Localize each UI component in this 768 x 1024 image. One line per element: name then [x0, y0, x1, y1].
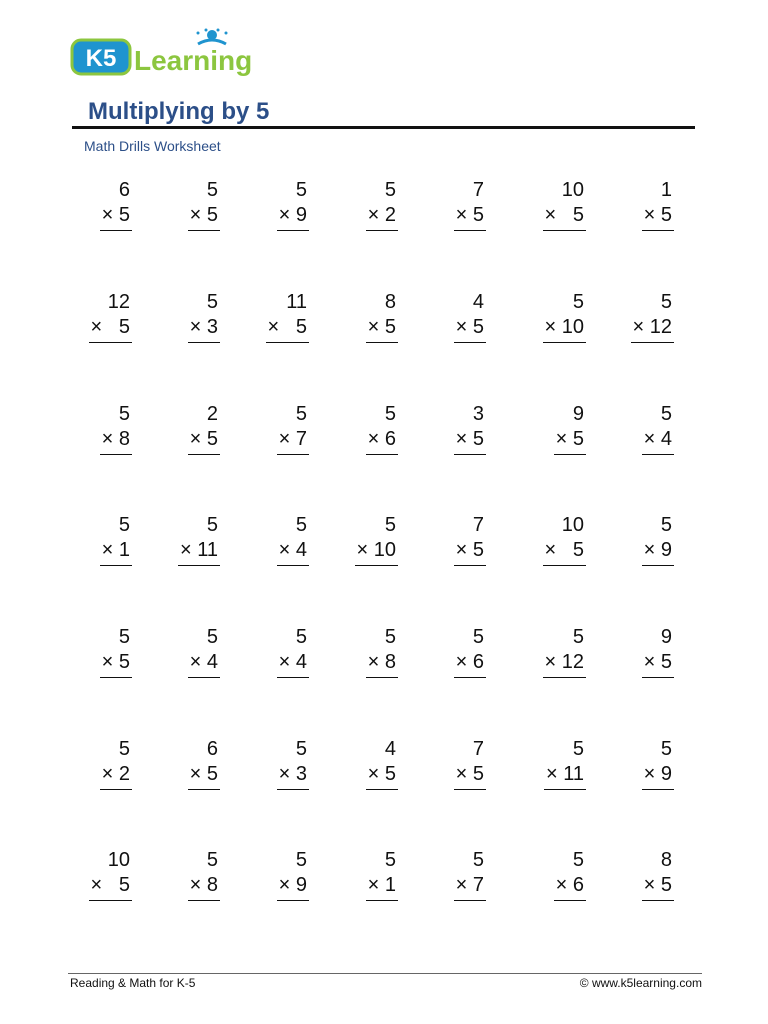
- multiplier: × 3: [278, 763, 307, 785]
- svg-text:K5: K5: [85, 45, 117, 72]
- multiplicand: 5: [384, 849, 396, 871]
- multiplier: × 12: [544, 651, 584, 673]
- answer-line: [277, 900, 309, 901]
- multiplier: × 5: [189, 204, 218, 226]
- answer-line: [543, 677, 586, 678]
- answer-line: [355, 565, 398, 566]
- multiplicand: 5: [118, 738, 130, 760]
- answer-line: [642, 565, 674, 566]
- multiplier: × 12: [632, 316, 672, 338]
- multiplier: × 4: [278, 651, 307, 673]
- answer-line: [642, 789, 674, 790]
- multiplicand: 7: [472, 738, 484, 760]
- multiplicand: 10: [561, 514, 584, 536]
- multiplicand: 12: [107, 291, 130, 313]
- k5-learning-logo[interactable]: [70, 28, 270, 80]
- multiplicand: 2: [206, 403, 218, 425]
- multiplier: × 4: [643, 428, 672, 450]
- footer-copyright-link[interactable]: © www.k5learning.com: [579, 976, 702, 990]
- multiplicand: 5: [472, 849, 484, 871]
- multiplicand: 1: [660, 179, 672, 201]
- multiplicand: 5: [118, 403, 130, 425]
- multiplicand: 5: [118, 514, 130, 536]
- multiplier: × 2: [101, 763, 130, 785]
- multiplicand: 5: [384, 514, 396, 536]
- multiplier: × 5: [101, 204, 130, 226]
- worksheet-subtitle: Math Drills Worksheet: [84, 138, 221, 154]
- multiplier: × 11: [180, 539, 218, 561]
- multiplicand: 7: [472, 179, 484, 201]
- multiplicand: 5: [206, 291, 218, 313]
- multiplicand: 11: [286, 291, 307, 313]
- answer-line: [277, 789, 309, 790]
- answer-line: [543, 230, 586, 231]
- multiplicand: 5: [472, 626, 484, 648]
- multiplicand: 5: [295, 849, 307, 871]
- answer-line: [454, 230, 486, 231]
- answer-line: [631, 342, 674, 343]
- multiplier: × 5: [544, 539, 584, 561]
- answer-line: [188, 342, 220, 343]
- multiplicand: 5: [206, 514, 218, 536]
- multiplicand: 5: [206, 179, 218, 201]
- multiplier: × 5: [101, 651, 130, 673]
- answer-line: [188, 454, 220, 455]
- answer-line: [642, 677, 674, 678]
- multiplier: × 8: [367, 651, 396, 673]
- multiplier: × 6: [555, 874, 584, 896]
- multiplier: × 1: [101, 539, 130, 561]
- page-title: Multiplying by 5: [88, 98, 270, 125]
- multiplier: × 9: [643, 539, 672, 561]
- answer-line: [188, 230, 220, 231]
- multiplier: × 8: [101, 428, 130, 450]
- multiplier: × 4: [278, 539, 307, 561]
- multiplier: × 8: [189, 874, 218, 896]
- multiplier: × 5: [643, 874, 672, 896]
- multiplicand: 10: [561, 179, 584, 201]
- multiplier: × 5: [455, 428, 484, 450]
- multiplicand: 5: [295, 179, 307, 201]
- multiplicand: 5: [295, 514, 307, 536]
- answer-line: [89, 900, 132, 901]
- multiplicand: 4: [472, 291, 484, 313]
- answer-line: [554, 454, 586, 455]
- multiplier: × 9: [643, 763, 672, 785]
- multiplicand: 5: [118, 626, 130, 648]
- answer-line: [454, 342, 486, 343]
- answer-line: [543, 565, 586, 566]
- answer-line: [188, 900, 220, 901]
- answer-line: [178, 565, 220, 566]
- multiplier: × 11: [546, 763, 584, 785]
- answer-line: [100, 565, 132, 566]
- multiplier: × 5: [643, 204, 672, 226]
- multiplier: × 6: [455, 651, 484, 673]
- answer-line: [100, 230, 132, 231]
- answer-line: [642, 454, 674, 455]
- answer-line: [100, 789, 132, 790]
- multiplier: × 7: [455, 874, 484, 896]
- answer-line: [366, 230, 398, 231]
- multiplicand: 5: [384, 626, 396, 648]
- multiplicand: 5: [572, 626, 584, 648]
- multiplier: × 5: [90, 316, 130, 338]
- multiplicand: 5: [206, 849, 218, 871]
- multiplicand: 5: [660, 738, 672, 760]
- multiplier: × 1: [367, 874, 396, 896]
- multiplicand: 5: [572, 291, 584, 313]
- multiplicand: 4: [384, 738, 396, 760]
- multiplier: × 5: [90, 874, 130, 896]
- multiplier: × 5: [367, 316, 396, 338]
- multiplier: × 5: [643, 651, 672, 673]
- answer-line: [366, 342, 398, 343]
- answer-line: [554, 900, 586, 901]
- answer-line: [277, 677, 309, 678]
- multiplicand: 6: [118, 179, 130, 201]
- multiplicand: 5: [295, 403, 307, 425]
- multiplicand: 5: [572, 738, 584, 760]
- answer-line: [366, 677, 398, 678]
- multiplier: × 7: [278, 428, 307, 450]
- multiplier: × 9: [278, 874, 307, 896]
- multiplicand: 8: [660, 849, 672, 871]
- multiplicand: 8: [384, 291, 396, 313]
- answer-line: [454, 900, 486, 901]
- multiplier: × 10: [356, 539, 396, 561]
- multiplier: × 9: [278, 204, 307, 226]
- answer-line: [188, 789, 220, 790]
- multiplicand: 7: [472, 514, 484, 536]
- answer-line: [642, 230, 674, 231]
- multiplicand: 3: [472, 403, 484, 425]
- multiplier: × 5: [455, 204, 484, 226]
- answer-line: [642, 900, 674, 901]
- multiplicand: 5: [295, 738, 307, 760]
- answer-line: [188, 677, 220, 678]
- multiplicand: 5: [660, 291, 672, 313]
- answer-line: [454, 677, 486, 678]
- multiplier: × 2: [367, 204, 396, 226]
- multiplicand: 5: [660, 514, 672, 536]
- answer-line: [277, 565, 309, 566]
- multiplier: × 5: [367, 763, 396, 785]
- multiplicand: 10: [107, 849, 130, 871]
- multiplier: × 5: [455, 539, 484, 561]
- answer-line: [454, 565, 486, 566]
- multiplier: × 5: [189, 763, 218, 785]
- multiplicand: 5: [295, 626, 307, 648]
- answer-line: [100, 677, 132, 678]
- multiplier: × 5: [544, 204, 584, 226]
- answer-line: [544, 789, 586, 790]
- multiplier: × 6: [367, 428, 396, 450]
- footer-divider: [68, 973, 702, 974]
- answer-line: [543, 342, 586, 343]
- answer-line: [89, 342, 132, 343]
- footer-tagline: Reading & Math for K-5: [70, 976, 196, 990]
- answer-line: [277, 230, 309, 231]
- multiplicand: 9: [660, 626, 672, 648]
- multiplier: × 5: [267, 316, 307, 338]
- multiplier: × 4: [189, 651, 218, 673]
- answer-line: [277, 454, 309, 455]
- answer-line: [366, 900, 398, 901]
- multiplier: × 5: [455, 316, 484, 338]
- title-divider: [72, 126, 695, 129]
- answer-line: [366, 454, 398, 455]
- multiplier: × 5: [455, 763, 484, 785]
- multiplicand: 6: [206, 738, 218, 760]
- multiplier: × 5: [555, 428, 584, 450]
- svg-text:Learning: Learning: [134, 45, 253, 76]
- answer-line: [454, 454, 486, 455]
- multiplicand: 5: [206, 626, 218, 648]
- multiplicand: 5: [660, 403, 672, 425]
- answer-line: [100, 454, 132, 455]
- answer-line: [266, 342, 309, 343]
- answer-line: [454, 789, 486, 790]
- multiplicand: 9: [572, 403, 584, 425]
- multiplier: × 10: [544, 316, 584, 338]
- multiplier: × 5: [189, 428, 218, 450]
- multiplicand: 5: [384, 179, 396, 201]
- answer-line: [366, 789, 398, 790]
- multiplicand: 5: [572, 849, 584, 871]
- multiplicand: 5: [384, 403, 396, 425]
- multiplier: × 3: [189, 316, 218, 338]
